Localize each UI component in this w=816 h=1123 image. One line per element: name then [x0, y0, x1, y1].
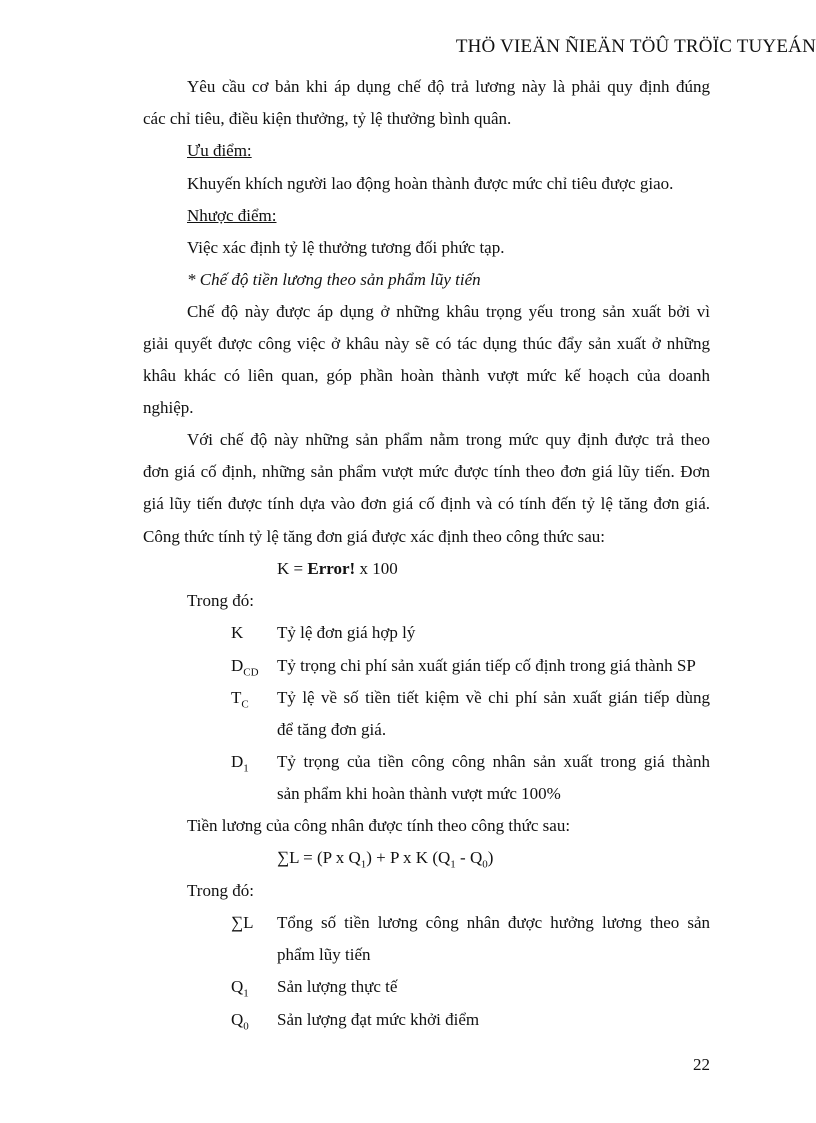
- formula-sub: 0: [482, 858, 488, 871]
- formula-sub: 1: [450, 858, 456, 871]
- where-label: Trong đó:: [187, 881, 254, 900]
- def-desc: Sản lượng đạt mức khởi điểm: [277, 1010, 480, 1029]
- def-symbol-main: K: [231, 623, 244, 642]
- where-label: Trong đó:: [187, 591, 254, 610]
- paragraph-line: giải quyết được công việc ở khâu này sẽ có tác dụng thúc đẩy sản xuất ở những: [143, 334, 710, 353]
- def-symbol: [231, 623, 243, 643]
- disadvantage-text: Việc xác định tỷ lệ thưởng tương đối phức tạp.: [187, 238, 505, 257]
- def-desc: để tăng đơn giá.: [277, 720, 387, 739]
- def-symbol: [231, 752, 249, 775]
- formula-error: Error!: [307, 559, 356, 578]
- def-symbol: [231, 913, 254, 933]
- paragraph-line: Tiền lương của công nhân được tính theo công thức sau:: [187, 816, 571, 835]
- def-symbol-main: T: [231, 688, 242, 707]
- section-heading: * Chế độ tiền lương theo sản phẩm lũy tiến: [187, 270, 481, 289]
- def-symbol-sub: C: [241, 698, 249, 711]
- paragraph-line: Công thức tính tỷ lệ tăng đơn giá được xác định theo công thức sau:: [143, 527, 606, 546]
- advantage-text: Khuyến khích người lao động hoàn thành được mức chỉ tiêu được giao.: [187, 174, 674, 193]
- def-desc: Tỷ lệ đơn giá hợp lý: [277, 623, 416, 642]
- formula-k-lhs: K =: [277, 559, 308, 578]
- formula-part: - Q: [455, 848, 483, 867]
- def-symbol-main: Q: [231, 1010, 244, 1029]
- def-symbol-sub: 1: [243, 762, 249, 775]
- def-desc: sản phẩm khi hoàn thành vượt mức 100%: [277, 784, 561, 803]
- def-symbol-main: D: [231, 752, 244, 771]
- page-header: THÖ VIEÄN ÑIEÄN TÖÛ TRÖÏC TUYEÁN: [455, 36, 816, 57]
- def-symbol-main: D: [231, 656, 244, 675]
- paragraph-line: khâu khác có liên quan, góp phần hoàn thành vượt mức kế hoạch của doanh: [143, 366, 710, 385]
- formula-salary: [277, 848, 494, 871]
- formula-part: ) + P x K (Q: [366, 848, 451, 867]
- paragraph-line: Với chế độ này những sản phẩm nằm trong mức quy định được trả theo: [187, 430, 710, 449]
- def-symbol: [231, 656, 259, 679]
- formula-part: ∑L = (P x Q: [277, 848, 361, 867]
- paragraph-line: nghiệp.: [143, 398, 194, 417]
- disadvantage-heading: Nhược điểm:: [187, 206, 277, 225]
- def-symbol: [231, 1010, 249, 1033]
- advantage-heading: Ưu điểm:: [187, 141, 252, 160]
- def-desc: Tỷ trọng chi phí sản xuất gián tiếp cố định trong giá thành SP: [277, 656, 696, 675]
- def-symbol-sub: 0: [243, 1020, 249, 1033]
- paragraph-line: đơn giá cố định, những sản phẩm vượt mức được tính theo đơn giá lũy tiến. Đơn: [143, 462, 710, 481]
- def-symbol-main: ∑L: [231, 913, 254, 932]
- disadvantage-heading-line: [187, 206, 710, 226]
- def-symbol: [231, 977, 249, 1000]
- def-symbol-sub: CD: [243, 666, 259, 679]
- def-symbol-sub: 1: [243, 987, 249, 1000]
- formula-k-rhs: x 100: [355, 559, 398, 578]
- def-desc: Tỷ lệ về số tiền tiết kiệm về chi phí sản xuất gián tiếp dùng: [277, 688, 710, 707]
- paragraph-line: Chế độ này được áp dụng ở những khâu trọng yếu trong sản xuất bởi vì: [187, 302, 710, 321]
- def-desc: Tỷ trọng của tiền công công nhân sản xuất trong giá thành: [277, 752, 710, 771]
- formula-k: [277, 559, 398, 579]
- def-symbol-main: Q: [231, 977, 244, 996]
- def-desc: Tổng số tiền lương công nhân được hưởng lương theo sản: [277, 913, 710, 932]
- paragraph-line: giá lũy tiến được tính dựa vào đơn giá cố định và có tính đến tỷ lệ tăng đơn giá.: [143, 494, 710, 513]
- def-desc: phẩm lũy tiến: [277, 945, 371, 964]
- def-symbol: [231, 688, 249, 711]
- formula-part: ): [487, 848, 494, 867]
- paragraph-line: các chỉ tiêu, điều kiện thưởng, tỷ lệ thưởng bình quân.: [143, 109, 512, 128]
- formula-sub: 1: [360, 858, 367, 871]
- advantage-heading-line: [187, 141, 710, 161]
- def-desc: Sản lượng thực tế: [277, 977, 398, 996]
- page-number: 22: [693, 1055, 710, 1074]
- paragraph-line: Yêu cầu cơ bản khi áp dụng chế độ trả lương này là phải quy định đúng: [187, 77, 710, 96]
